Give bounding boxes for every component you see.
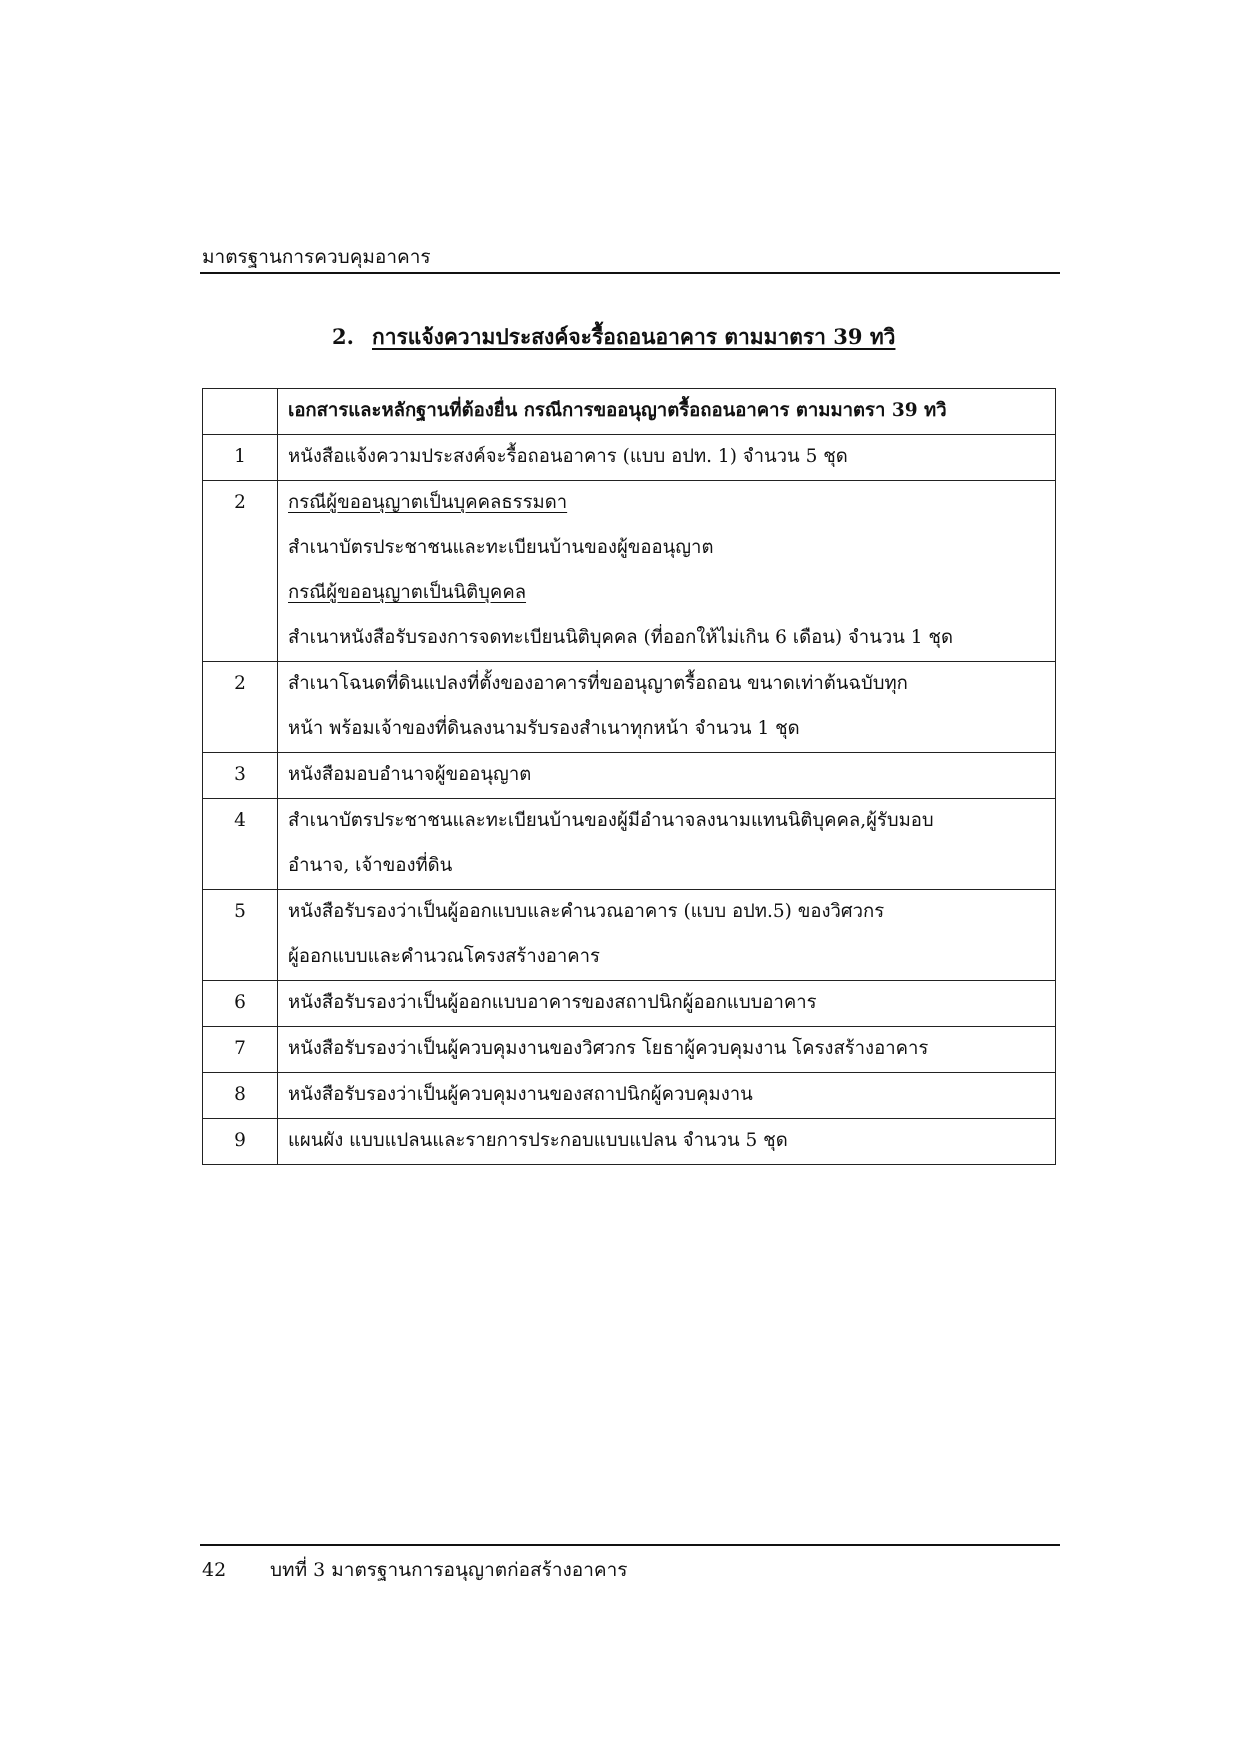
row-subheading-juristic-person: กรณีผู้ขออนุญาตเป็นนิติบุคคล — [288, 582, 527, 603]
row-number: 4 — [203, 799, 278, 890]
row-text: หนังสือแจ้งความประสงค์จะรื้อถอนอาคาร (แบบ อปท. 1) จำนวน 5 ชุด — [288, 446, 848, 467]
section-number: 2. — [332, 324, 354, 349]
row-text: หนังสือรับรองว่าเป็นผู้ออกแบบและคำนวณอาคาร (แบบ อปท.5) ของวิศวกร — [288, 901, 885, 922]
running-header: มาตรฐานการควบคุมอาคาร — [202, 246, 431, 268]
row-text: ผู้ออกแบบและคำนวณโครงสร้างอาคาร — [288, 946, 600, 967]
row-text-cell — [278, 981, 1056, 1027]
table-header-cell — [278, 389, 1056, 435]
page-footer — [202, 1557, 627, 1583]
row-text: แผนผัง แบบแปลนและรายการประกอบแบบแปลน จำนวน 5 ชุด — [288, 1130, 788, 1151]
section-title-text: การแจ้งความประสงค์จะรื้อถอนอาคาร ตามมาตรา 39 ทวิ — [372, 324, 896, 349]
row-text: หน้า พร้อมเจ้าของที่ดินลงนามรับรองสำเนาทุกหน้า จำนวน 1 ชุด — [288, 718, 800, 739]
row-text: สำเนาบัตรประชาชนและทะเบียนบ้านของผู้ขออนุญาต — [288, 537, 714, 558]
table-row — [203, 753, 1056, 799]
table-header-number-cell — [203, 389, 278, 435]
row-text: สำเนาหนังสือรับรองการจดทะเบียนนิติบุคคล (ที่ออกให้ไม่เกิน 6 เดือน) จำนวน 1 ชุด — [288, 627, 953, 648]
table-row — [203, 1027, 1056, 1073]
table-header-text: เอกสารและหลักฐานที่ต้องยื่น กรณีการขออนุญาตรื้อถอนอาคาร ตามมาตรา 39 ทวิ — [288, 400, 947, 421]
row-number: 2 — [203, 662, 278, 753]
table-row — [203, 1073, 1056, 1119]
row-subheading-natural-person: กรณีผู้ขออนุญาตเป็นบุคคลธรรมดา — [288, 492, 568, 513]
footer-rule — [200, 1544, 1060, 1546]
table-row — [203, 981, 1056, 1027]
row-number: 1 — [203, 435, 278, 481]
row-number: 2 — [203, 481, 278, 662]
row-text-cell — [278, 1073, 1056, 1119]
row-text-cell — [278, 799, 1056, 890]
row-text: สำเนาโฉนดที่ดินแปลงที่ตั้งของอาคารที่ขออนุญาตรื้อถอน ขนาดเท่าต้นฉบับทุก — [288, 673, 908, 694]
row-number: 8 — [203, 1073, 278, 1119]
row-text-cell — [278, 662, 1056, 753]
table-row — [203, 1119, 1056, 1165]
row-number: 9 — [203, 1119, 278, 1165]
row-text-cell — [278, 435, 1056, 481]
row-number: 5 — [203, 890, 278, 981]
row-text: สำเนาบัตรประชาชนและทะเบียนบ้านของผู้มีอำนาจลงนามแทนนิติบุคคล,ผู้รับมอบ — [288, 810, 934, 831]
row-text: หนังสือรับรองว่าเป็นผู้ออกแบบอาคารของสถาปนิกผู้ออกแบบอาคาร — [288, 992, 817, 1013]
row-text: หนังสือรับรองว่าเป็นผู้ควบคุมงานของวิศวกร โยธาผู้ควบคุมงาน โครงสร้างอาคาร — [288, 1038, 929, 1059]
row-text-cell — [278, 481, 1056, 662]
row-text-cell — [278, 753, 1056, 799]
row-number: 3 — [203, 753, 278, 799]
section-title — [332, 322, 895, 352]
row-number: 7 — [203, 1027, 278, 1073]
header-rule — [200, 272, 1060, 274]
row-text-cell — [278, 1027, 1056, 1073]
table-row — [203, 662, 1056, 753]
row-number: 6 — [203, 981, 278, 1027]
chapter-title: บทที่ 3 มาตรฐานการอนุญาตก่อสร้างอาคาร — [270, 1559, 628, 1581]
row-text-cell — [278, 890, 1056, 981]
requirements-table — [202, 388, 1056, 1165]
table-row — [203, 435, 1056, 481]
page-number: 42 — [202, 1559, 227, 1581]
table-header-row — [203, 389, 1056, 435]
row-text: หนังสือรับรองว่าเป็นผู้ควบคุมงานของสถาปนิกผู้ควบคุมงาน — [288, 1084, 753, 1105]
row-text: หนังสือมอบอำนาจผู้ขออนุญาต — [288, 764, 532, 785]
table-row — [203, 890, 1056, 981]
row-text-cell — [278, 1119, 1056, 1165]
table-row — [203, 799, 1056, 890]
row-text: อำนาจ, เจ้าของที่ดิน — [288, 855, 453, 876]
table-row — [203, 481, 1056, 662]
